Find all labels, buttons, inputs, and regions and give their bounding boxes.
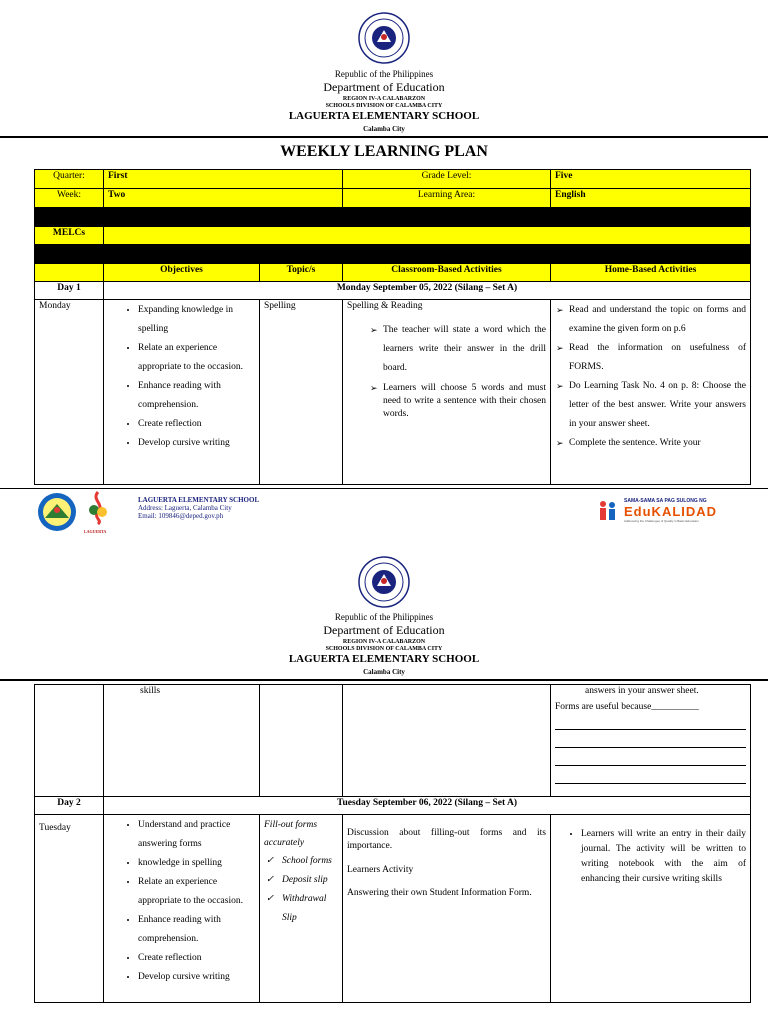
quarter-label: Quarter: (35, 170, 104, 189)
banner-main-text: EduKALIDAD (624, 504, 718, 519)
day2-topic (260, 815, 343, 1003)
day1-weekday: Monday (35, 300, 104, 485)
day2-label: Day 2 (35, 797, 104, 815)
day1-topic: Spelling (260, 300, 343, 485)
division-text: SCHOOLS DIVISION OF CALAMBA CITY (325, 103, 443, 109)
cont-blank (35, 685, 104, 797)
people-icon (597, 498, 621, 524)
day2-classroom (343, 815, 551, 1003)
week-value: Two (104, 189, 343, 208)
division-logo-icon (83, 490, 113, 528)
answer-line (555, 768, 746, 784)
classroom-text: Discussion about filling-out forms and its importance. (347, 828, 546, 851)
footer-info (138, 496, 259, 520)
black-band (35, 208, 751, 227)
deped-seal-icon (358, 556, 410, 608)
classroom-title: Spelling & Reading (347, 301, 423, 311)
footer-address: Address: Laguerta, Calamba City (138, 504, 232, 512)
area-label: Learning Area: (343, 189, 551, 208)
list-item: ✓ School forms (282, 852, 338, 871)
day2-objectives (104, 815, 260, 1003)
list-item: • Understand and practice answering forms (138, 816, 255, 854)
day1-objectives (104, 300, 260, 485)
answer-line (555, 750, 746, 766)
page-title: WEEKLY LEARNING PLAN (280, 143, 488, 160)
week-label: Week: (35, 189, 104, 208)
list-item: ✓ Deposit slip (282, 871, 338, 890)
col-home: Home-Based Activities (551, 264, 751, 282)
division-logo-text: LAGUERTA (84, 529, 107, 534)
col-classroom: Classroom-Based Activities (343, 264, 551, 282)
region-text: REGION IV-A CALABARZON (342, 96, 426, 102)
list-item: ✓ Withdrawal Slip (282, 890, 338, 928)
list-item: ➢ Learners will choose 5 words and must need to write a sentence with their chosen words. (383, 382, 546, 421)
department-text: Department of Education (323, 80, 445, 94)
list-item: • Develop cursive writing (138, 968, 255, 987)
classroom-text: Learners Activity (347, 865, 414, 875)
footer-email: Email: 109846@deped.gov.ph (138, 512, 224, 520)
list-item: • Relate an experience appropriate to the occasion. (138, 873, 255, 911)
home-cont-text: answers in your answer sheet. (585, 686, 699, 696)
day2-weekday: Tuesday (35, 815, 104, 1003)
answer-line (555, 732, 746, 748)
objectives-cont-text: skills (140, 686, 161, 696)
black-band (35, 245, 751, 264)
day2-home (551, 815, 751, 1003)
grade-value: Five (551, 170, 751, 189)
city-text: Calamba City (363, 125, 405, 133)
footer-school: LAGUERTA ELEMENTARY SCHOOL (138, 496, 260, 504)
edukalidad-banner (597, 496, 737, 526)
day1-classroom (343, 300, 551, 485)
topic-title: Fill-out forms accurately (264, 820, 318, 848)
list-item: • Enhance reading with comprehension. (138, 377, 255, 415)
list-item: • Learners will write an entry in their daily journal. The activity will be written to writing notebook with the aim of enhancing their cursive writing skills (581, 827, 746, 887)
answer-line (555, 714, 746, 730)
list-item: ➢ Do Learning Task No. 4 on p. 8: Choose the letter of the best answer. Write your answers in your answer sheet. (569, 377, 746, 434)
department-text: Department of Education (323, 623, 445, 637)
list-item: • Create reflection (138, 415, 255, 434)
classroom-text: Answering their own Student Information Form. (347, 888, 532, 898)
cont-blank (343, 685, 551, 797)
list-item: • Relate an experience appropriate to the occasion. (138, 339, 255, 377)
day1-date: Monday September 05, 2022 (Silang – Set A) (104, 282, 751, 300)
list-item: ➢ Read and understand the topic on forms and examine the given form on p.6 (569, 301, 746, 339)
melcs-label: MELCs (35, 227, 104, 245)
republic-text: Republic of the Philippines (334, 69, 434, 79)
list-item: ➢ Read the information on usefulness of FORMS. (569, 339, 746, 377)
header-divider (0, 679, 768, 681)
area-value: English (551, 189, 751, 208)
school-logo-icon (37, 492, 77, 532)
home-prompt: Forms are useful because__________ (555, 702, 699, 712)
plan-table-page1 (34, 169, 751, 485)
grade-label: Grade Level: (343, 170, 551, 189)
plan-table-page2 (34, 684, 751, 1003)
list-item: • Enhance reading with comprehension. (138, 911, 255, 949)
list-item: ➢ Complete the sentence. Write your (569, 434, 746, 453)
banner-sub-text: Addressing the Challenges of Quality in Basic Education (624, 519, 699, 523)
cont-blank (260, 685, 343, 797)
school-name: LAGUERTA ELEMENTARY SCHOOL (288, 653, 480, 665)
school-name: LAGUERTA ELEMENTARY SCHOOL (288, 110, 480, 122)
list-item: ➢ The teacher will state a word which the learners write their answer in the drill board. (383, 321, 546, 378)
quarter-value: First (104, 170, 343, 189)
deped-seal-icon (358, 12, 410, 64)
list-item: • Create reflection (138, 949, 255, 968)
list-item: • knowledge in spelling (138, 854, 255, 873)
division-text: SCHOOLS DIVISION OF CALAMBA CITY (325, 646, 443, 652)
banner-top-text: SAMA-SAMA SA PAG SULONG NG (624, 498, 707, 504)
footer-divider (0, 488, 768, 489)
day1-objectives-cont (104, 685, 260, 797)
city-text: Calamba City (363, 668, 405, 676)
list-item: • Develop cursive writing (138, 434, 255, 453)
melcs-value (104, 227, 751, 245)
day1-label: Day 1 (35, 282, 104, 300)
region-text: REGION IV-A CALABARZON (342, 639, 426, 645)
day1-home-cont (551, 685, 751, 797)
republic-text: Republic of the Philippines (334, 612, 434, 622)
list-item: • Expanding knowledge in spelling (138, 301, 255, 339)
day2-date: Tuesday September 06, 2022 (Silang – Set A) (104, 797, 751, 815)
day1-home (551, 300, 751, 485)
header-divider (0, 136, 768, 138)
col-topics: Topic/s (260, 264, 343, 282)
col-objectives: Objectives (104, 264, 260, 282)
header-blank (35, 264, 104, 282)
